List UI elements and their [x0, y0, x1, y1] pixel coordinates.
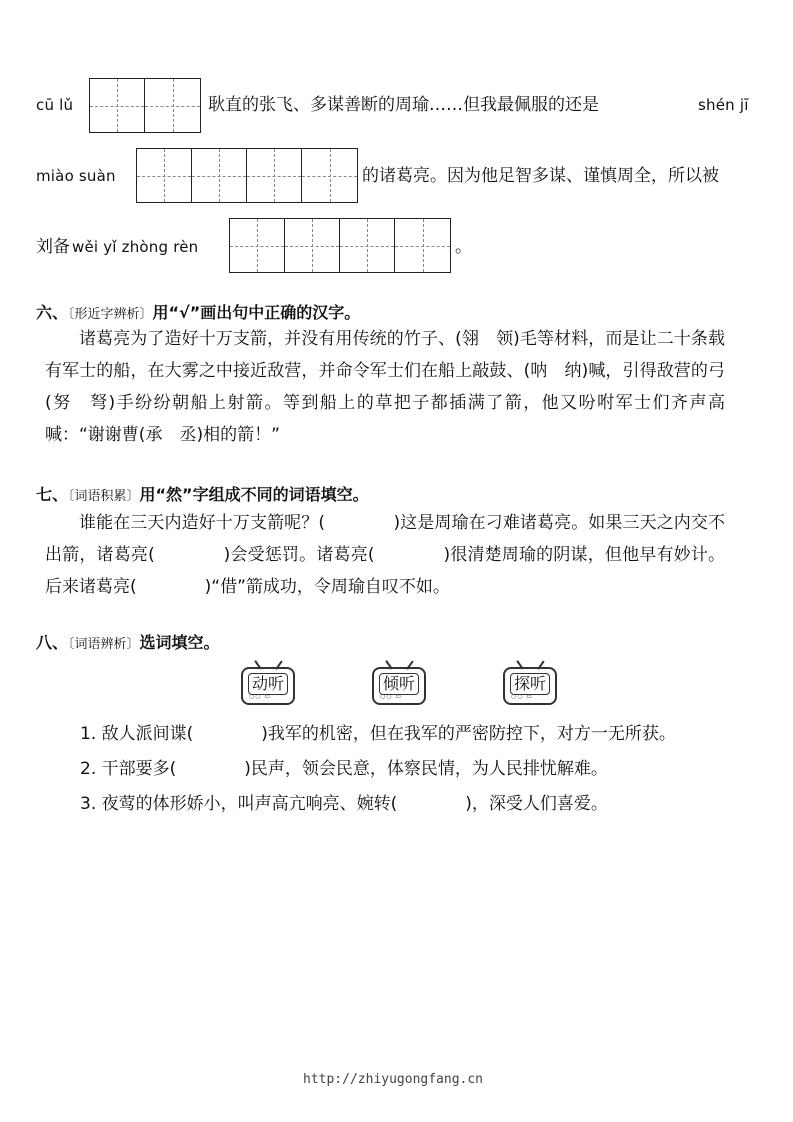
q5-line3-end: 。: [455, 237, 472, 257]
footer-url[interactable]: http://zhiyugongfang.cn: [303, 1072, 484, 1087]
q5-line1-text: 耿直的张飞、多谋善断的周瑜……但我最佩服的还是: [208, 95, 599, 115]
writing-grid-cu-lu[interactable]: [89, 78, 201, 133]
writing-grid-miao-suan[interactable]: [136, 148, 358, 203]
word-card-dongting: 动听 ○○ ▭: [241, 667, 295, 705]
q6-heading: [36, 300, 360, 323]
q5-line3-prefix: 刘备: [36, 237, 70, 257]
q8-heading: [36, 630, 220, 653]
word-card-tanting: 探听 ○○ ▭: [503, 667, 557, 705]
q8-number: 八、: [36, 633, 69, 652]
writing-grid-wei-yi-zhong-ren[interactable]: [229, 218, 451, 273]
q8-tag: 〔词语辨析〕: [68, 637, 140, 652]
word-tanting: 探听: [510, 673, 550, 695]
pinyin-wei-yi-zhong-ren: wěi yǐ zhòng rèn: [72, 238, 199, 256]
q6-instruction: 用“√”画出句中正确的汉字。: [152, 303, 361, 322]
q8-item-3: 3. 夜莺的体形娇小，叫声高亢响亮、婉转( )，深受人们喜爱。: [80, 794, 608, 814]
word-dongting: 动听: [248, 673, 288, 695]
word-qingting: 倾听: [379, 673, 419, 695]
q7-heading: [36, 482, 369, 505]
q6-tag: 〔形近字辨析〕: [68, 307, 153, 322]
pinyin-cu-lu: cū lǔ: [36, 96, 74, 114]
q6-number: 六、: [36, 303, 69, 322]
pinyin-shen-ji: shén jī: [698, 96, 749, 114]
q8-item-1: 1. 敌人派间谍( )我军的机密，但在我军的严密防控下，对方一无所获。: [80, 724, 676, 744]
q6-paragraph: 诸葛亮为了造好十万支箭，并没有用传统的竹子、(翎 领)毛等材料，而是让二十条载有军士的船，在大雾之中接近敌营，并命令军士们在船上敲鼓、(呐 纳)喊，引得敌营的弓(努 弩)手纷纷朝船上射箭。等到船上的草把子都插满了箭，他又吩咐军士们齐声高喊：“谢谢曹(承 丞)相的箭！”: [45, 329, 725, 445]
pinyin-miao-suan: miào suàn: [36, 167, 116, 185]
word-card-qingting: 倾听 ○○ ▭: [372, 667, 426, 705]
q7-paragraph: 谁能在三天内造好十万支箭呢？( )这是周瑜在刁难诸葛亮。如果三天之内交不出箭，诸葛亮( )会受惩罚。诸葛亮( )很清楚周瑜的阴谋，但他早有妙计。后来诸葛亮( )“借”箭成功，令周瑜自叹不如。: [45, 513, 725, 597]
q7-instruction: 用“然”字组成不同的词语填空。: [139, 485, 369, 504]
q5-line2-text: 的诸葛亮。因为他足智多谋、谨慎周全，所以被: [362, 166, 719, 186]
q7-tag: 〔词语积累〕: [68, 489, 140, 504]
q8-item-2: 2. 干部要多( )民声，领会民意，体察民情，为人民排忧解难。: [80, 759, 608, 779]
q7-number: 七、: [36, 485, 69, 504]
q8-instruction: 选词填空。: [139, 633, 220, 652]
